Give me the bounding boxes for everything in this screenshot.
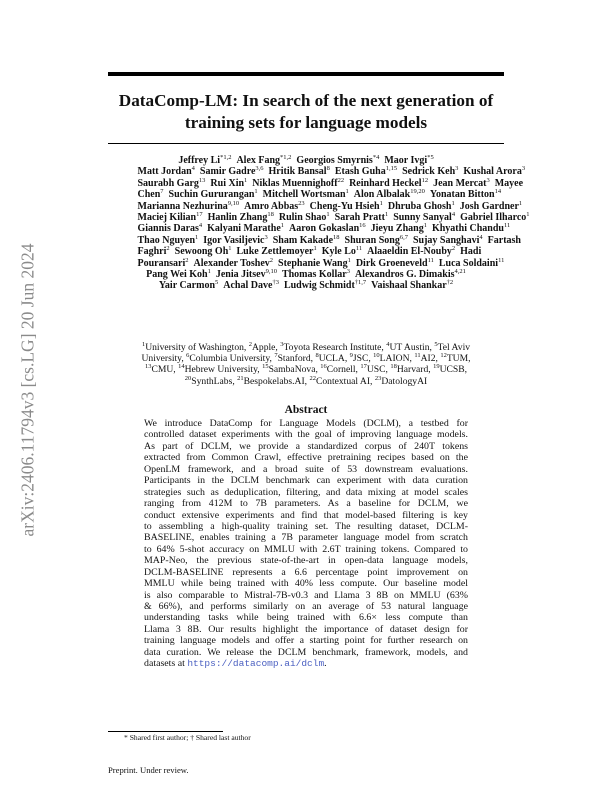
author-name: Mayee <box>494 177 524 189</box>
affiliation-number: 20 <box>184 374 192 382</box>
author <box>367 246 455 257</box>
author-name: Gabriel Ilharco <box>460 212 527 224</box>
affiliation-name: Columbia University, <box>189 353 272 365</box>
author <box>236 155 291 166</box>
author <box>175 246 232 257</box>
author-affiliation-mark: 1 <box>244 176 248 184</box>
author-name: Suchin Gururangan <box>168 189 255 201</box>
author-name: Giannis Daras <box>137 223 199 235</box>
author <box>310 201 383 212</box>
author-line <box>135 280 477 291</box>
affiliation-number: 3 <box>280 341 284 348</box>
author <box>463 166 525 177</box>
author-name: Jean Mercat <box>433 177 487 189</box>
author-name: Sedrick Keh <box>402 166 456 178</box>
title-top-rule <box>108 72 504 76</box>
author-affiliation-mark: 17 <box>196 211 203 219</box>
abstract-line: understanding tasks while being trained with 6.6× less compute than <box>144 612 468 624</box>
author <box>244 201 305 212</box>
author-name: Rulin Shao <box>278 212 327 224</box>
abstract-line: & 66%), and performs similarly on an average of 53 natural language <box>144 601 468 612</box>
abstract-line: DCLM-BASELINE represents a 6.6 percentage point improvement on <box>144 566 468 578</box>
affiliation-name: University of Washington, <box>145 342 247 353</box>
abstract-line: OpenLM framework, and a broad suite of 53 downstream evaluations. <box>144 463 468 475</box>
author-name: Kushal Arora <box>463 166 522 178</box>
author-name: Alexander Toshev <box>193 257 270 269</box>
abstract-line: is also comparable to Mistral-7B-v0.3 and Llama 3 8B on MMLU (63% <box>144 589 468 601</box>
affiliation-name: AI2, <box>420 353 438 365</box>
author-affiliation-mark: 9,10 <box>227 199 240 207</box>
affiliation-number: 19 <box>433 363 440 371</box>
abstract-text: datasets at <box>144 658 188 670</box>
author <box>432 223 510 234</box>
author-name: Faghri <box>137 246 167 258</box>
author-affiliation-mark: 11 <box>498 256 505 264</box>
affiliation-name: SynthLabs, <box>191 375 235 387</box>
author-affiliation-mark: 12 <box>421 176 429 184</box>
author-affiliation-mark: 18 <box>267 211 274 219</box>
author <box>269 166 330 177</box>
author <box>349 178 428 189</box>
author-affiliation-mark: 1 <box>280 222 285 230</box>
affiliation-name: Stanford, <box>277 353 314 365</box>
author <box>203 235 267 246</box>
author <box>138 166 195 177</box>
author-affiliation-mark: 1,15 <box>385 165 398 173</box>
author-affiliation-mark: 18 <box>333 233 340 241</box>
affiliation-number: 23 <box>374 374 382 382</box>
author <box>371 280 453 291</box>
author-name: Pouransari <box>137 257 186 269</box>
author-list <box>135 154 530 292</box>
affiliation-name: USC, <box>366 364 388 376</box>
affiliation-number: 9 <box>349 352 353 360</box>
affiliation-number: 17 <box>360 363 367 371</box>
author <box>289 223 366 234</box>
author-name: Pang Wei Koh <box>146 269 208 281</box>
affiliation-list <box>110 342 502 387</box>
author <box>194 258 273 269</box>
author <box>138 258 189 269</box>
author-affiliation-mark: 13 <box>198 176 206 184</box>
author-affiliation-mark: 1 <box>195 233 199 241</box>
author-name: Sujay Sanghavi <box>412 234 480 246</box>
author-affiliation-mark: †2 <box>446 279 454 287</box>
author-affiliation-mark: 3 <box>486 176 490 184</box>
affiliation-name: SambaNova, <box>268 364 318 376</box>
affiliation-name: Bespokelabs.AI, <box>243 375 308 387</box>
author <box>413 235 483 246</box>
affiliation-name: Harvard, <box>396 364 431 376</box>
project-url-link[interactable]: https://datacomp.ai/dclm <box>187 658 325 670</box>
author-affiliation-mark: 5 <box>215 279 219 287</box>
abstract-line: extracted from Common Crawl, effective pretraining recipes based on the <box>144 452 468 464</box>
author-name: Shuran Song <box>344 234 400 246</box>
author-affiliation-mark: 7 <box>160 188 164 196</box>
author <box>371 223 427 234</box>
footnote-rule <box>108 731 223 732</box>
affiliation-number: 4 <box>386 341 390 348</box>
abstract-line: conduct extensive experiments and find that model-based filtering is key <box>144 509 468 521</box>
arxiv-identifier-stamp: arXiv:2406.11794v3 [cs.LG] 20 Jun 2024 <box>17 243 38 537</box>
affiliation-number: 11 <box>414 352 421 360</box>
author-name: Sunny Sanyal <box>393 212 452 224</box>
abstract-line: BASELINE, enables training a 7B parameter language model from scratch <box>144 532 468 544</box>
abstract-line: Participants in the DCLM benchmark can experiment with data curation <box>144 475 468 487</box>
author-name: Ludwig Schmidt <box>283 280 355 292</box>
author-affiliation-mark: 2 <box>166 245 170 253</box>
author-name: Achal Dave <box>223 280 273 292</box>
author <box>495 178 523 189</box>
author <box>223 280 279 291</box>
abstract-text: . <box>324 658 327 670</box>
author <box>278 258 351 269</box>
author <box>356 258 434 269</box>
author <box>138 189 164 200</box>
author <box>208 212 274 223</box>
author-name: Niklas Muennighoff <box>252 177 338 189</box>
author <box>393 212 455 223</box>
abstract-line: data curation. We release the DCLM benchmark, framework, models, and <box>144 646 468 658</box>
author <box>252 178 344 189</box>
author-affiliation-mark: 4 <box>479 233 483 241</box>
affiliation-number: 2 <box>248 341 252 348</box>
author <box>207 223 284 234</box>
affiliation-name: JSC, <box>352 353 371 365</box>
author-name: Cheng-Yu Hsieh <box>309 200 380 212</box>
author-line <box>135 199 523 212</box>
author-affiliation-mark: 3 <box>455 165 459 173</box>
affiliation-number: 22 <box>309 374 316 382</box>
author-name: Dirk Groeneveld <box>355 257 428 269</box>
affiliation-number: 7 <box>274 352 278 360</box>
author-affiliation-mark: *1,2 <box>220 154 232 161</box>
affiliation-number: 13 <box>144 363 152 371</box>
author-line <box>135 176 524 189</box>
author-line <box>135 233 521 246</box>
abstract-line: MMLU while being trained with 40% less compute. Our baseline model <box>144 578 468 590</box>
author-name: Alexandros G. Dimakis <box>354 269 455 281</box>
author-affiliation-mark: 1 <box>379 199 383 207</box>
author-name: Georgios Smyrnis <box>296 155 373 166</box>
author-name: Kalyani Marathe <box>207 223 281 235</box>
abstract-line: MAP-Neo, the previous state-of-the-art in open-data language models, <box>144 555 468 567</box>
author-affiliation-mark: 1 <box>384 211 389 219</box>
author <box>460 212 529 223</box>
author-name: Khyathi Chandu <box>431 223 504 235</box>
author <box>388 201 455 212</box>
author-affiliation-mark: 1 <box>451 199 455 207</box>
author-affiliation-mark: 1 <box>526 211 530 219</box>
author-name: Mitchell Wortsman <box>262 189 346 201</box>
author <box>335 166 397 177</box>
author-affiliation-mark: 1 <box>347 256 351 264</box>
affiliation-line <box>110 353 502 364</box>
author <box>279 212 330 223</box>
author-name: Thomas Kollar <box>281 269 347 281</box>
affiliation-name: University, <box>141 353 184 365</box>
abstract-body <box>144 418 468 670</box>
author-affiliation-mark: *1,2 <box>280 154 292 161</box>
author-name: Stephanie Wang <box>278 257 348 269</box>
author-name: Reinhard Heckel <box>349 177 422 189</box>
author-name: Sewoong Oh <box>174 246 229 258</box>
author-name: Samir Gadre <box>199 166 256 178</box>
author-name: Vaishaal Shankar <box>371 280 447 292</box>
affiliation-line <box>110 376 502 387</box>
abstract-line: training language models and offer a starting point for further research on <box>144 635 468 647</box>
author <box>355 269 466 280</box>
author-affiliation-mark: 4,21 <box>454 268 466 276</box>
author <box>138 235 199 246</box>
author-affiliation-mark: 3,6 <box>255 165 264 173</box>
author-name: Matt Jordan <box>137 166 192 178</box>
author-affiliation-mark: 1 <box>228 245 232 253</box>
author-affiliation-mark: 22 <box>337 176 345 184</box>
title-line: training sets for language models <box>184 113 428 132</box>
paper-title <box>108 90 504 134</box>
abstract-heading: Abstract <box>284 404 328 416</box>
author-affiliation-mark: *4 <box>372 154 380 161</box>
affiliation-number: 1 <box>141 341 146 348</box>
affiliation-name: Apple, <box>251 342 278 353</box>
author-affiliation-mark: †1,7 <box>354 279 367 287</box>
author-affiliation-mark: 1 <box>207 268 211 276</box>
author <box>169 189 258 200</box>
author <box>178 155 231 166</box>
affiliation-name: UCSB, <box>439 364 468 376</box>
affiliation-name: UCLA, <box>318 353 348 365</box>
author <box>354 189 425 200</box>
affiliation-name: LAION, <box>379 353 412 365</box>
author-affiliation-mark: †3 <box>272 279 279 287</box>
author-name: Jeffrey Li <box>178 155 221 166</box>
footnote: * Shared first author; † Shared last author <box>124 733 251 742</box>
author-affiliation-mark: 3 <box>264 233 268 241</box>
author <box>296 155 379 166</box>
author-affiliation-mark: 1 <box>313 245 317 253</box>
author-affiliation-mark: 11 <box>427 256 434 264</box>
affiliation-number: 14 <box>178 363 185 371</box>
author-line <box>135 155 477 166</box>
author-name: Dhruba Ghosh <box>387 200 452 212</box>
affiliation-name: TUM, <box>446 353 471 365</box>
affiliation-name: DatologyAI <box>381 375 428 387</box>
author-name: Alon Albalak <box>353 189 411 201</box>
author <box>402 166 458 177</box>
author <box>273 235 340 246</box>
author-affiliation-mark: 2 <box>269 256 274 264</box>
author-name: Alex Fang <box>236 155 281 166</box>
author-name: Josh Gardner <box>459 200 519 212</box>
author <box>335 212 389 223</box>
affiliation-number: 21 <box>237 374 244 382</box>
abstract-line: As part of DCLM, we provide a standardized corpus of 240T tokens <box>144 440 468 452</box>
author-affiliation-mark: 1 <box>326 211 330 219</box>
author-affiliation-mark: 1 <box>345 188 349 196</box>
author-name: Thao Nguyen <box>137 234 196 246</box>
author-name: Hadi <box>460 246 482 258</box>
author-affiliation-mark: 4 <box>198 222 203 230</box>
affiliation-number: 6 <box>186 352 190 360</box>
author-affiliation-mark: 16 <box>359 222 366 230</box>
author <box>263 189 349 200</box>
author-name: Jenia Jitsev <box>215 269 266 281</box>
author <box>384 155 433 166</box>
author-line <box>135 188 502 201</box>
author-line <box>135 269 477 280</box>
author-name: Alaaeldin El-Nouby <box>367 246 452 258</box>
abstract-line: We introduce DataComp for Language Models (DCLM), a testbed for <box>144 418 468 429</box>
author <box>460 246 481 257</box>
author-name: Luke Zettlemoyer <box>236 246 314 258</box>
affiliation-name: Cornell, <box>326 364 358 376</box>
abstract-line: strategies such as deduplication, filtering, and data mixing at model scales <box>144 486 468 498</box>
affiliation-name: Hebrew University, <box>184 364 260 376</box>
author <box>200 166 264 177</box>
author-affiliation-mark: *5 <box>427 154 434 161</box>
author-affiliation-mark: 6,7 <box>399 233 408 241</box>
author-affiliation-mark: 4 <box>191 165 195 173</box>
affiliation-name: UT Austin, <box>389 342 432 353</box>
author-name: Sarah Pratt <box>334 212 385 224</box>
author-name: Igor Vasiljevic <box>203 234 265 246</box>
affiliation-number: 16 <box>320 363 327 371</box>
author-name: Luca Soldaini <box>438 257 499 269</box>
abstract-line <box>144 658 468 669</box>
author <box>322 246 362 257</box>
author-name: Yair Carmon <box>158 280 216 292</box>
affiliation-name: CMU, <box>151 364 176 376</box>
affiliation-number: 8 <box>315 352 319 360</box>
author-affiliation-mark: 3 <box>521 165 526 173</box>
affiliation-name: Tel Aviv <box>437 342 471 353</box>
author-name: Fartash <box>487 234 521 246</box>
affiliation-number: 18 <box>390 363 397 371</box>
title-line: DataComp-LM: In search of the next generation of <box>118 91 494 110</box>
preprint-note: Preprint. Under review. <box>108 765 189 775</box>
author-name: Hritik Bansal <box>268 166 327 178</box>
author-affiliation-mark: 3 <box>346 268 350 276</box>
author <box>138 223 203 234</box>
author <box>282 269 350 280</box>
author-name: Marianna Nezhurina <box>137 200 228 212</box>
author-affiliation-mark: 1 <box>254 188 258 196</box>
affiliation-name: Contextual AI, <box>315 375 373 387</box>
author <box>460 201 522 212</box>
author-affiliation-mark: 4 <box>451 211 456 219</box>
author-affiliation-mark: 19,20 <box>410 188 425 196</box>
author-name: Hanlin Zhang <box>207 212 268 224</box>
abstract-line: ranging from 412M to 7B parameters. As a baseline for DCLM, we <box>144 498 468 510</box>
author-affiliation-mark: 8 <box>326 165 330 173</box>
author-affiliation-mark: 9,10 <box>265 268 277 276</box>
author-affiliation-mark: 14 <box>494 188 502 196</box>
author-affiliation-mark: 11 <box>503 222 511 230</box>
author <box>216 269 277 280</box>
title-bottom-rule <box>108 143 504 144</box>
author-name: Rui Xin <box>210 177 245 189</box>
affiliation-line <box>110 364 502 375</box>
author <box>433 178 490 189</box>
author-affiliation-mark: 2 <box>451 245 456 253</box>
affiliation-name: Toyota Research Institute, <box>283 342 384 353</box>
author-name: Saurabh Garg <box>137 177 199 189</box>
author <box>138 178 206 189</box>
author-name: Amro Abbas <box>244 200 299 212</box>
author-line <box>135 256 505 269</box>
author <box>138 201 240 212</box>
author <box>138 246 170 257</box>
affiliation-number: 5 <box>434 341 438 348</box>
author-affiliation-mark: 11 <box>355 245 363 253</box>
author <box>439 258 504 269</box>
author <box>284 280 366 291</box>
affiliation-number: 12 <box>440 352 447 360</box>
author-name: Yonatan Bitton <box>429 189 495 201</box>
author-affiliation-mark: 1 <box>423 222 427 230</box>
author <box>488 235 521 246</box>
abstract-line: to assembling a high-quality training set. The resulting dataset, DCLM- <box>144 520 468 532</box>
author-name: Jieyu Zhang <box>370 223 424 235</box>
author-name: Maor Ivgi <box>384 155 428 166</box>
author <box>146 269 211 280</box>
author <box>430 189 501 200</box>
author <box>237 246 317 257</box>
author <box>138 212 203 223</box>
author-name: Kyle Lo <box>321 246 356 258</box>
author-affiliation-mark: 23 <box>298 199 305 207</box>
author <box>210 178 247 189</box>
abstract-line: Llama 3 8B. Our results highlight the importance of dataset design for <box>144 623 468 635</box>
abstract-line: to 64% 5-shot accuracy on MMLU with 2.6T training tokens. Compared to <box>144 543 468 555</box>
author-name: Sham Kakade <box>272 234 334 246</box>
author-line <box>135 222 511 235</box>
author-affiliation-mark: 2 <box>185 256 189 264</box>
affiliation-number: 10 <box>373 352 380 360</box>
affiliation-number: 15 <box>262 363 269 371</box>
author-name: Maciej Kilian <box>137 212 197 224</box>
author-name: Etash Guha <box>334 166 386 178</box>
author-name: Chen <box>137 189 161 201</box>
author-affiliation-mark: 1 <box>518 199 523 207</box>
author <box>159 280 218 291</box>
author <box>345 235 408 246</box>
abstract-line: controlled dataset experiments with the goal of improving language models. <box>144 429 468 441</box>
author-name: Aaron Gokaslan <box>289 223 360 235</box>
